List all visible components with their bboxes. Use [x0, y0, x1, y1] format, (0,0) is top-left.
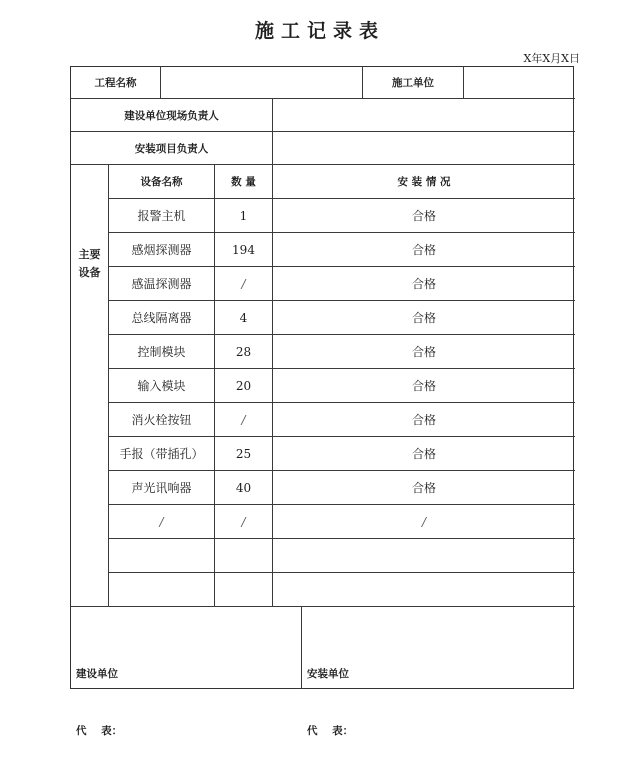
construction-record-form [70, 66, 574, 737]
equipment-name: 报警主机 [137, 209, 186, 223]
equipment-status[interactable] [273, 539, 575, 572]
equipment-status: 合格 [411, 311, 436, 325]
equipment-name: / [159, 514, 164, 529]
equipment-name[interactable] [109, 573, 214, 606]
owner-unit-signature [76, 627, 122, 779]
equipment-status: 合格 [411, 481, 436, 495]
owner-site-manager-value[interactable] [273, 99, 575, 131]
form-title: 施工记录表 [254, 20, 385, 42]
install-unit-signature [307, 627, 353, 779]
equipment-quantity[interactable] [215, 539, 272, 572]
equipment-status: 合格 [411, 447, 436, 461]
equipment-status: 合格 [411, 243, 436, 257]
equipment-status: 合格 [411, 277, 436, 291]
project-name-value[interactable] [161, 67, 362, 98]
equipment-quantity: 20 [235, 378, 252, 393]
equipment-status[interactable] [273, 573, 575, 606]
install-representative-label: 代 表： [307, 725, 354, 737]
equipment-name[interactable] [109, 539, 214, 572]
owner-representative-label: 代 表： [76, 725, 123, 737]
equipment-status: 合格 [411, 413, 436, 427]
equipment-quantity: / [241, 514, 246, 529]
main-equipment-label-line2: 设备 [78, 266, 101, 279]
equipment-name: 消火栓按钮 [131, 413, 192, 427]
equipment-name: 总线隔离器 [131, 311, 192, 325]
equipment-quantity: 28 [235, 344, 252, 359]
equipment-name: 声光讯响器 [131, 481, 192, 495]
equipment-name: 感温探测器 [131, 277, 192, 291]
main-equipment-label [71, 164, 108, 364]
column-header-quantity: 数 量 [231, 176, 256, 188]
main-equipment-label-line1: 主要 [78, 248, 101, 261]
install-unit-label: 安装单位 [307, 668, 349, 680]
column-header-equipment-name: 设备名称 [140, 176, 183, 188]
equipment-quantity: / [241, 412, 246, 427]
equipment-name: 控制模块 [137, 345, 186, 359]
equipment-status: 合格 [411, 379, 436, 393]
equipment-name: 输入模块 [137, 379, 186, 393]
form-date: X年X月X日 [523, 52, 580, 65]
equipment-status: 合格 [411, 209, 436, 223]
equipment-name: 感烟探测器 [131, 243, 192, 257]
install-project-lead-label: 安装项目负责人 [134, 142, 209, 155]
equipment-quantity: 25 [235, 446, 252, 461]
install-project-lead-value[interactable] [273, 132, 575, 164]
equipment-quantity: 1 [239, 208, 248, 223]
rule-h [71, 606, 575, 607]
equipment-status: / [421, 514, 427, 529]
equipment-status: 合格 [411, 345, 436, 359]
equipment-quantity: / [241, 276, 246, 291]
rule-v [301, 606, 302, 689]
project-name-label: 工程名称 [94, 77, 137, 89]
construction-unit-value[interactable] [464, 67, 575, 98]
equipment-quantity: 194 [232, 242, 255, 257]
owner-site-manager-label: 建设单位现场负责人 [124, 109, 219, 122]
construction-unit-label: 施工单位 [392, 77, 434, 89]
equipment-quantity: 40 [235, 480, 252, 495]
equipment-name: 手报（带插孔） [119, 447, 204, 461]
column-header-install-status: 安 装 情 况 [397, 176, 451, 188]
equipment-quantity: 4 [239, 310, 248, 325]
equipment-quantity[interactable] [215, 573, 272, 606]
owner-unit-label: 建设单位 [76, 668, 118, 680]
